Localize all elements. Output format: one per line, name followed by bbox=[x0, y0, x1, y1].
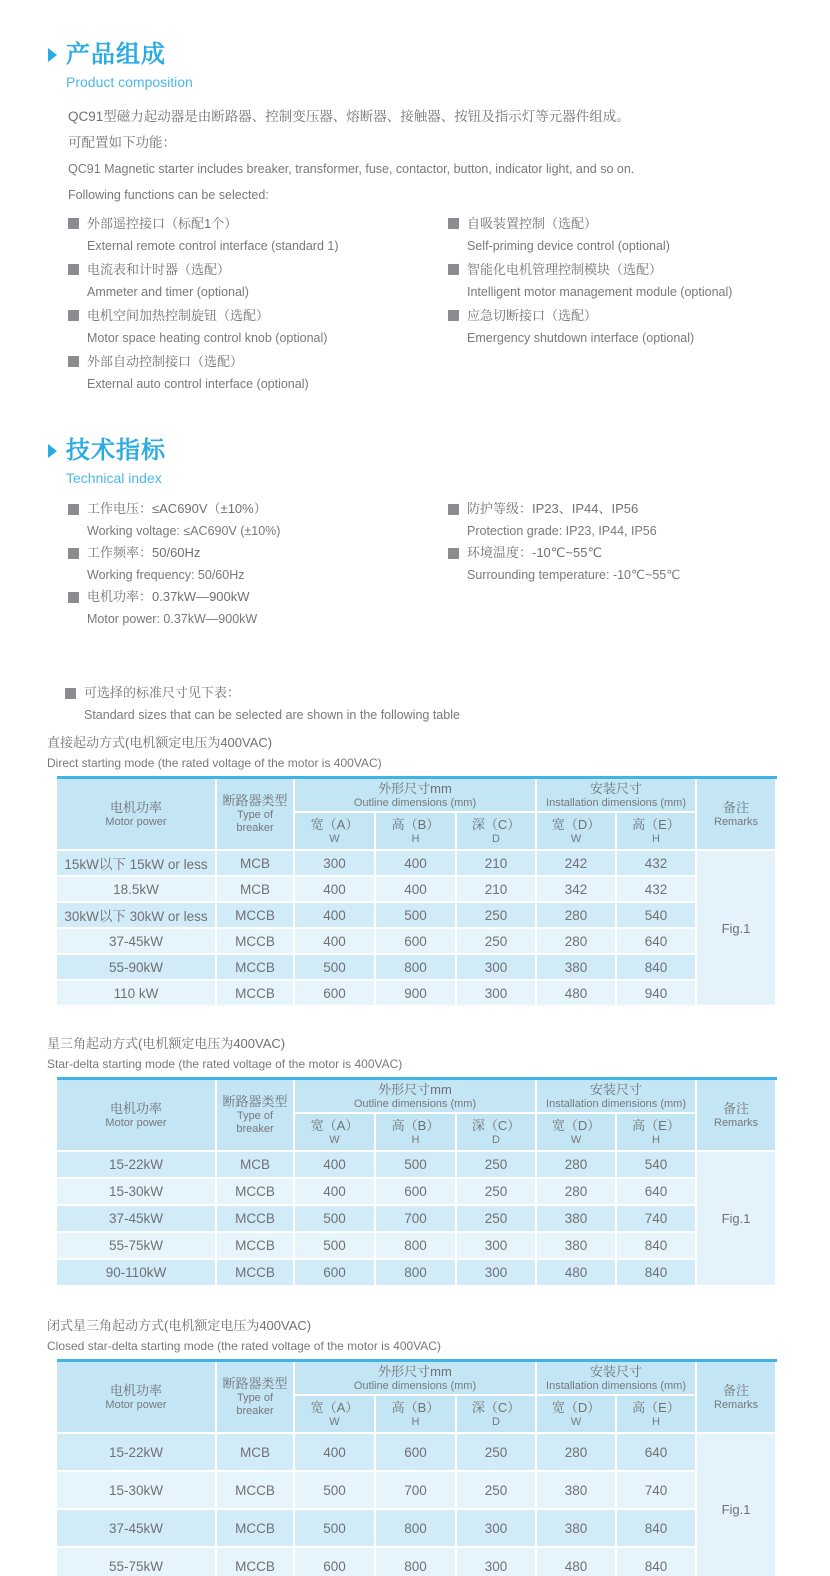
table-header-cell: 深（C） D bbox=[457, 813, 537, 851]
spec-item bbox=[448, 498, 680, 542]
table-header-cell: 电机功率 Motor power bbox=[57, 1080, 217, 1152]
table-cell: MCCB bbox=[217, 981, 295, 1007]
table-cell: MCCB bbox=[217, 955, 295, 981]
feature-item bbox=[68, 258, 448, 304]
feature-zh: 自吸装置控制（选配） bbox=[467, 216, 598, 231]
feature-zh: 智能化电机管理控制模块（选配） bbox=[467, 262, 663, 277]
section-arrow-icon bbox=[48, 48, 57, 62]
table-cell: 700 bbox=[376, 1472, 457, 1510]
spec-en: Working voltage: ≤AC690V (±10%) bbox=[87, 524, 281, 538]
table-row bbox=[57, 1510, 777, 1548]
table-caption-en: Closed star-delta starting mode (the rated voltage of the motor is 400VAC) bbox=[47, 1339, 441, 1353]
feature-en: External remote control interface (standard 1) bbox=[87, 239, 339, 253]
table-header-cell: 外形尺寸mm Outline dimensions (mm) bbox=[295, 1080, 537, 1114]
table-row bbox=[57, 981, 777, 1007]
table-header-cell: 深（C） D bbox=[457, 1114, 537, 1152]
feature-en: External auto control interface (optional) bbox=[87, 377, 309, 391]
table-cell: MCB bbox=[217, 851, 295, 877]
table-cell: 15-30kW bbox=[57, 1179, 217, 1206]
table-header-cell: 备注 Remarks bbox=[697, 1080, 777, 1152]
table-header-cell: 宽（A） W bbox=[295, 813, 376, 851]
table-cell: 380 bbox=[537, 1472, 617, 1510]
feature-en: Self-priming device control (optional) bbox=[467, 239, 670, 253]
table-caption-zh: 直接起动方式(电机额定电压为400VAC) bbox=[47, 735, 273, 750]
table-cell: 250 bbox=[457, 929, 537, 955]
star-delta-table-section bbox=[47, 1033, 830, 1287]
section-title-zh: 技术指标 bbox=[66, 437, 166, 464]
feature-zh: 外部自动控制接口（选配） bbox=[87, 354, 244, 369]
table-cell: 400 bbox=[295, 929, 376, 955]
feature-list-right bbox=[448, 212, 732, 396]
table-cell: 480 bbox=[537, 1548, 617, 1576]
table-cell: 600 bbox=[376, 1434, 457, 1472]
table-cell: 600 bbox=[295, 1260, 376, 1287]
table-cell: 400 bbox=[295, 1434, 376, 1472]
table-cell: 600 bbox=[295, 1548, 376, 1576]
feature-zh: 外部遥控接口（标配1个） bbox=[87, 216, 238, 231]
spec-item bbox=[68, 498, 448, 542]
table-cell: 342 bbox=[537, 877, 617, 903]
spec-en: Working frequency: 50/60Hz bbox=[87, 568, 245, 582]
table-caption-zh: 闭式星三角起动方式(电机额定电压为400VAC) bbox=[47, 1318, 312, 1333]
table-row bbox=[57, 1206, 777, 1233]
table-row bbox=[57, 877, 777, 903]
table-caption-en: Direct starting mode (the rated voltage of the motor is 400VAC) bbox=[47, 756, 382, 770]
table-cell: 300 bbox=[457, 981, 537, 1007]
spec-zh: 防护等级：IP23、IP44、IP56 bbox=[467, 501, 639, 516]
table-cell: 400 bbox=[295, 1179, 376, 1206]
table-cell: MCCB bbox=[217, 1510, 295, 1548]
table-header-cell: 高（B） H bbox=[376, 813, 457, 851]
section-title-en: Product composition bbox=[66, 74, 193, 90]
section-title-en: Technical index bbox=[66, 470, 162, 486]
table-row bbox=[57, 1434, 777, 1472]
table-cell: MCCB bbox=[217, 929, 295, 955]
table-cell: 280 bbox=[537, 929, 617, 955]
table-cell: 300 bbox=[457, 1260, 537, 1287]
spec-item bbox=[448, 542, 680, 586]
table-row bbox=[57, 929, 777, 955]
direct-start-table bbox=[57, 776, 830, 1007]
table-remark-cell: Fig.1 bbox=[697, 1152, 777, 1287]
table-header-cell: 备注 Remarks bbox=[697, 779, 777, 851]
table-cell: 540 bbox=[617, 903, 697, 929]
feature-item bbox=[448, 212, 732, 258]
table-cell: 15-22kW bbox=[57, 1152, 217, 1179]
intro-line: Following functions can be selected: bbox=[68, 188, 269, 202]
table-row bbox=[57, 955, 777, 981]
table-cell: 600 bbox=[376, 929, 457, 955]
table-cell: 300 bbox=[457, 1233, 537, 1260]
table-cell: 500 bbox=[295, 1510, 376, 1548]
spec-zh: 环境温度：-10℃~55℃ bbox=[467, 545, 603, 560]
intro-line: 可配置如下功能： bbox=[68, 135, 176, 150]
bullet-square-icon bbox=[68, 310, 79, 321]
table-header-cell: 高（B） H bbox=[376, 1114, 457, 1152]
table-cell: 740 bbox=[617, 1206, 697, 1233]
table-header-cell: 深（C） D bbox=[457, 1396, 537, 1434]
feature-zh: 电流表和计时器（选配） bbox=[87, 262, 231, 277]
table-row bbox=[57, 851, 777, 877]
table-header-cell: 安装尺寸 Installation dimensions (mm) bbox=[537, 1080, 697, 1114]
table-cell: 242 bbox=[537, 851, 617, 877]
table-cell: 480 bbox=[537, 1260, 617, 1287]
bullet-square-icon bbox=[68, 592, 79, 603]
star-delta-table bbox=[57, 1077, 830, 1287]
table-cell: 640 bbox=[617, 929, 697, 955]
table-cell: 280 bbox=[537, 903, 617, 929]
table-cell: 37-45kW bbox=[57, 929, 217, 955]
spec-item bbox=[68, 586, 448, 630]
feature-item bbox=[448, 258, 732, 304]
table-cell: 432 bbox=[617, 877, 697, 903]
spec-zh: 工作电压：≤AC690V（±10%） bbox=[87, 501, 267, 516]
table-cell: 250 bbox=[457, 1434, 537, 1472]
table-row bbox=[57, 1233, 777, 1260]
table-cell: 800 bbox=[376, 1260, 457, 1287]
table-cell: MCB bbox=[217, 1152, 295, 1179]
table-remark-cell: Fig.1 bbox=[697, 851, 777, 1007]
table-header-cell: 宽（A） W bbox=[295, 1114, 376, 1152]
table-cell: 380 bbox=[537, 1233, 617, 1260]
spec-en: Surrounding temperature: -10℃~55℃ bbox=[467, 568, 681, 582]
product-composition-section-header bbox=[48, 0, 830, 92]
table-header-cell: 电机功率 Motor power bbox=[57, 779, 217, 851]
feature-item bbox=[68, 350, 448, 396]
table-cell: 55-75kW bbox=[57, 1233, 217, 1260]
table-cell: MCB bbox=[217, 1434, 295, 1472]
table-cell: 800 bbox=[376, 1233, 457, 1260]
feature-zh: 应急切断接口（选配） bbox=[467, 308, 598, 323]
table-cell: 15-30kW bbox=[57, 1472, 217, 1510]
bullet-square-icon bbox=[448, 264, 459, 275]
table-header-cell: 安装尺寸 Installation dimensions (mm) bbox=[537, 779, 697, 813]
technical-list-right bbox=[448, 498, 680, 630]
closed-star-delta-table-section bbox=[47, 1315, 830, 1576]
spec-en: Protection grade: IP23, IP44, IP56 bbox=[467, 524, 657, 538]
table-header-cell: 外形尺寸mm Outline dimensions (mm) bbox=[295, 779, 537, 813]
table-cell: 400 bbox=[376, 851, 457, 877]
table-cell: 400 bbox=[295, 903, 376, 929]
table-header-cell: 电机功率 Motor power bbox=[57, 1362, 217, 1434]
table-cell: 740 bbox=[617, 1472, 697, 1510]
table-cell: 500 bbox=[295, 955, 376, 981]
table-cell: 840 bbox=[617, 1510, 697, 1548]
table-cell: 37-45kW bbox=[57, 1510, 217, 1548]
table-header-cell: 高（E） H bbox=[617, 1396, 697, 1434]
table-cell: MCCB bbox=[217, 1179, 295, 1206]
table-row bbox=[57, 1260, 777, 1287]
table-remark-cell: Fig.1 bbox=[697, 1434, 777, 1576]
table-cell: MCCB bbox=[217, 1548, 295, 1576]
bullet-square-icon bbox=[448, 504, 459, 515]
table-cell: 380 bbox=[537, 955, 617, 981]
table-cell: 940 bbox=[617, 981, 697, 1007]
table-cell: 400 bbox=[295, 1152, 376, 1179]
section-arrow-icon bbox=[48, 444, 57, 458]
table-cell: 640 bbox=[617, 1179, 697, 1206]
table-header-cell: 备注 Remarks bbox=[697, 1362, 777, 1434]
table-cell: 250 bbox=[457, 1206, 537, 1233]
bullet-square-icon bbox=[68, 356, 79, 367]
feature-list bbox=[68, 212, 830, 396]
table-caption-en: Star-delta starting mode (the rated voltage of the motor is 400VAC) bbox=[47, 1057, 403, 1071]
note-zh: 可选择的标准尺寸见下表： bbox=[84, 685, 241, 700]
standard-sizes-note bbox=[65, 682, 830, 726]
table-cell: 210 bbox=[457, 851, 537, 877]
table-cell: 500 bbox=[376, 1152, 457, 1179]
spec-item bbox=[68, 542, 448, 586]
table-cell: 840 bbox=[617, 1233, 697, 1260]
table-cell: 600 bbox=[376, 1179, 457, 1206]
table-cell: 15-22kW bbox=[57, 1434, 217, 1472]
table-cell: 250 bbox=[457, 1179, 537, 1206]
note-en: Standard sizes that can be selected are shown in the following table bbox=[84, 708, 460, 722]
table-header-cell: 高（E） H bbox=[617, 1114, 697, 1152]
table-header-cell: 断路器类型 Type of breaker bbox=[217, 1362, 295, 1434]
table-cell: MCCB bbox=[217, 1233, 295, 1260]
table-cell: 600 bbox=[295, 981, 376, 1007]
table-header-cell: 宽（D） W bbox=[537, 1396, 617, 1434]
technical-list-left bbox=[68, 498, 448, 630]
feature-zh: 电机空间加热控制旋钮（选配） bbox=[87, 308, 270, 323]
table-header-cell: 高（B） H bbox=[376, 1396, 457, 1434]
technical-index-section-header bbox=[48, 436, 830, 488]
bullet-square-icon bbox=[448, 310, 459, 321]
table-cell: 800 bbox=[376, 1548, 457, 1576]
bullet-square-icon bbox=[448, 548, 459, 559]
table-row bbox=[57, 903, 777, 929]
table-header-cell: 宽（D） W bbox=[537, 1114, 617, 1152]
table-cell: 840 bbox=[617, 955, 697, 981]
bullet-square-icon bbox=[65, 688, 76, 699]
table-cell: 30kW以下 30kW or less bbox=[57, 903, 217, 929]
table-cell: 380 bbox=[537, 1510, 617, 1548]
table-cell: 90-110kW bbox=[57, 1260, 217, 1287]
table-row bbox=[57, 1152, 777, 1179]
table-cell: 300 bbox=[457, 955, 537, 981]
table-cell: 540 bbox=[617, 1152, 697, 1179]
table-row bbox=[57, 1472, 777, 1510]
table-cell: 280 bbox=[537, 1179, 617, 1206]
table-header-cell: 断路器类型 Type of breaker bbox=[217, 1080, 295, 1152]
table-cell: 640 bbox=[617, 1434, 697, 1472]
table-header-cell: 宽（D） W bbox=[537, 813, 617, 851]
feature-en: Intelligent motor management module (optional) bbox=[467, 285, 733, 299]
intro-line: QC91 Magnetic starter includes breaker, transformer, fuse, contactor, button, indicator light, and so on. bbox=[68, 162, 635, 176]
table-cell: MCCB bbox=[217, 1206, 295, 1233]
table-header-cell: 高（E） H bbox=[617, 813, 697, 851]
table-header-cell: 外形尺寸mm Outline dimensions (mm) bbox=[295, 1362, 537, 1396]
table-cell: 800 bbox=[376, 1510, 457, 1548]
section-title-zh: 产品组成 bbox=[66, 41, 166, 68]
spec-zh: 工作频率：50/60Hz bbox=[87, 545, 201, 560]
table-cell: 700 bbox=[376, 1206, 457, 1233]
table-cell: MCCB bbox=[217, 903, 295, 929]
feature-item bbox=[68, 212, 448, 258]
table-cell: 300 bbox=[457, 1510, 537, 1548]
spec-zh: 电机功率：0.37kW—900kW bbox=[87, 589, 250, 604]
table-cell: 280 bbox=[537, 1434, 617, 1472]
feature-item bbox=[448, 304, 732, 350]
table-cell: 500 bbox=[376, 903, 457, 929]
table-cell: 250 bbox=[457, 1472, 537, 1510]
spec-table bbox=[57, 1359, 777, 1576]
table-cell: 400 bbox=[376, 877, 457, 903]
table-cell: 900 bbox=[376, 981, 457, 1007]
table-cell: 800 bbox=[376, 955, 457, 981]
table-cell: 110 kW bbox=[57, 981, 217, 1007]
table-cell: 250 bbox=[457, 903, 537, 929]
table-cell: 432 bbox=[617, 851, 697, 877]
table-row bbox=[57, 1548, 777, 1576]
product-intro bbox=[68, 104, 830, 208]
table-cell: 500 bbox=[295, 1233, 376, 1260]
bullet-square-icon bbox=[68, 264, 79, 275]
table-cell: 15kW以下 15kW or less bbox=[57, 851, 217, 877]
closed-star-delta-table bbox=[57, 1359, 830, 1576]
intro-line: QC91型磁力起动器是由断路器、控制变压器、熔断器、接触器、按钮及指示灯等元器件组成。 bbox=[68, 109, 630, 124]
table-cell: 400 bbox=[295, 877, 376, 903]
table-header-cell: 安装尺寸 Installation dimensions (mm) bbox=[537, 1362, 697, 1396]
table-cell: 280 bbox=[537, 1152, 617, 1179]
table-cell: 55-75kW bbox=[57, 1548, 217, 1576]
direct-start-table-section bbox=[47, 732, 830, 1007]
table-cell: 18.5kW bbox=[57, 877, 217, 903]
table-cell: 300 bbox=[295, 851, 376, 877]
table-cell: 55-90kW bbox=[57, 955, 217, 981]
feature-en: Emergency shutdown interface (optional) bbox=[467, 331, 695, 345]
spec-table bbox=[57, 776, 777, 1007]
bullet-square-icon bbox=[68, 548, 79, 559]
table-cell: MCCB bbox=[217, 1260, 295, 1287]
table-cell: 840 bbox=[617, 1260, 697, 1287]
feature-list-left bbox=[68, 212, 448, 396]
technical-spec-list bbox=[68, 498, 830, 630]
feature-en: Motor space heating control knob (optional) bbox=[87, 331, 328, 345]
bullet-square-icon bbox=[448, 218, 459, 229]
table-cell: MCCB bbox=[217, 1472, 295, 1510]
table-header-cell: 断路器类型 Type of breaker bbox=[217, 779, 295, 851]
bullet-square-icon bbox=[68, 504, 79, 515]
table-cell: 210 bbox=[457, 877, 537, 903]
table-cell: 480 bbox=[537, 981, 617, 1007]
table-cell: 840 bbox=[617, 1548, 697, 1576]
table-cell: 500 bbox=[295, 1206, 376, 1233]
table-cell: 250 bbox=[457, 1152, 537, 1179]
spec-table bbox=[57, 1077, 777, 1287]
table-cell: 37-45kW bbox=[57, 1206, 217, 1233]
feature-en: Ammeter and timer (optional) bbox=[87, 285, 249, 299]
table-caption-zh: 星三角起动方式(电机额定电压为400VAC) bbox=[47, 1036, 286, 1051]
feature-item bbox=[68, 304, 448, 350]
spec-en: Motor power: 0.37kW—900kW bbox=[87, 612, 258, 626]
table-cell: 380 bbox=[537, 1206, 617, 1233]
bullet-square-icon bbox=[68, 218, 79, 229]
table-cell: 300 bbox=[457, 1548, 537, 1576]
table-cell: 500 bbox=[295, 1472, 376, 1510]
table-cell: MCB bbox=[217, 877, 295, 903]
table-row bbox=[57, 1179, 777, 1206]
table-header-cell: 宽（A） W bbox=[295, 1396, 376, 1434]
